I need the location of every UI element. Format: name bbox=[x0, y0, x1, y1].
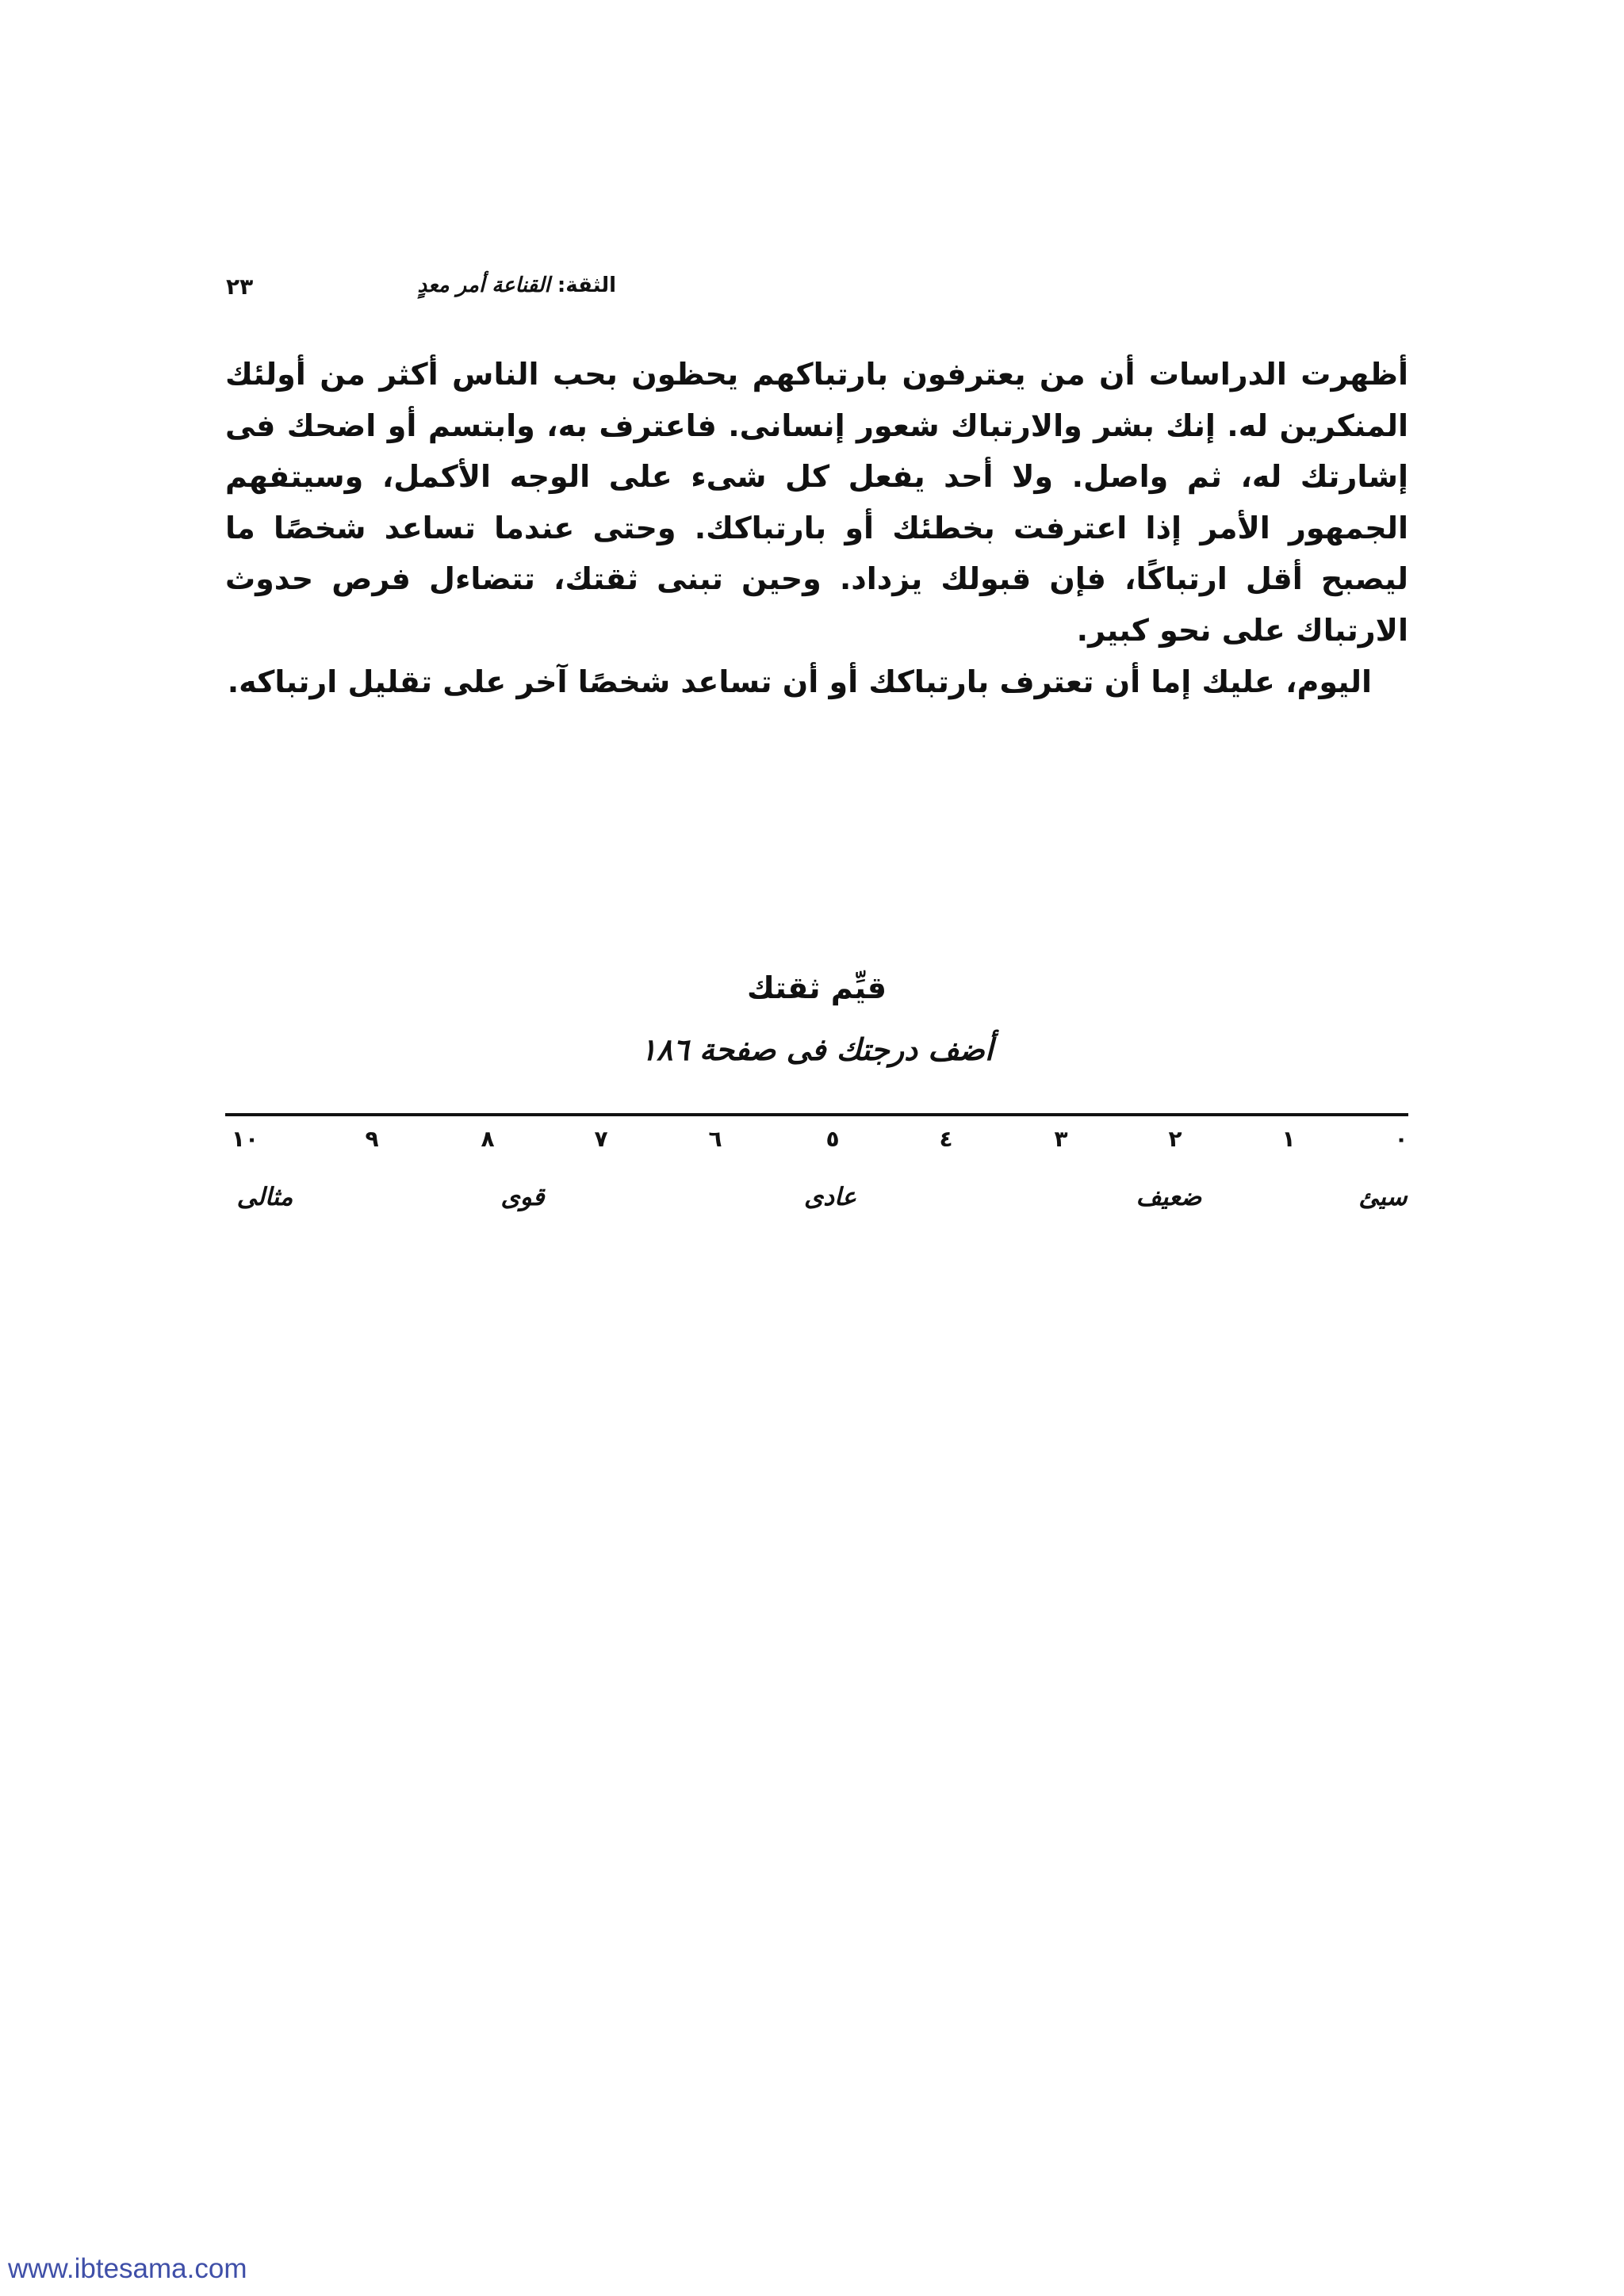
scale-number-5: ٥ bbox=[825, 1126, 840, 1152]
rating-instruction: أضف درجتك فى صفحة ١٨٦ bbox=[640, 1032, 994, 1067]
scale-label-strong: قوى bbox=[500, 1183, 545, 1211]
rating-scale-numbers bbox=[225, 1126, 1408, 1158]
rating-scale-labels bbox=[225, 1183, 1408, 1223]
running-header bbox=[226, 274, 616, 313]
scale-number-3: ٣ bbox=[1054, 1126, 1068, 1152]
scale-number-6: ٦ bbox=[708, 1126, 722, 1152]
scale-number-7: ٧ bbox=[594, 1126, 608, 1152]
scale-number-1: ١ bbox=[1281, 1126, 1296, 1152]
chapter-title: القناعة أمر معدٍ bbox=[417, 274, 550, 297]
scale-label-ideal: مثالى bbox=[236, 1183, 293, 1211]
body-text bbox=[225, 349, 1408, 707]
scale-label-average: عادى bbox=[803, 1183, 857, 1211]
paragraph: أظهرت الدراسات أن من يعترفون بارتباكهم يحظون بحب الناس أكثر من أولئك المنكرين له. إنك بشر والارتباك شعور إنسانى. فاعترف به، وابتسم أو اضحك فى إشارتك له، ثم واصل. ولا أحد يفعل كل شىء على الوجه الأكمل، وسيتفهم الجمهور الأمر إذا اعترفت بخطئك أو بارتباكك. وحتى عندما تساعد شخصًا ما ليصبح أقل ارتباكًا، فإن قبولك يزداد. وحين تبنى ثقتك، تتضاءل فرص حدوث الارتباك على نحو كبير. bbox=[225, 357, 1408, 648]
scale-label-bad: سيئ bbox=[1358, 1183, 1408, 1211]
scale-number-0: ٠ bbox=[1394, 1126, 1408, 1152]
scale-number-2: ٢ bbox=[1168, 1126, 1182, 1152]
running-title bbox=[418, 274, 616, 297]
paragraph: اليوم، عليك إما أن تعترف بارتباكك أو أن تساعد شخصًا آخر على تقليل ارتباكه. bbox=[227, 664, 1372, 699]
scale-label-weak: ضعيف bbox=[1136, 1183, 1202, 1211]
watermark: www.ibtesama.com bbox=[8, 2253, 247, 2284]
rating-title: قيِّم ثقتك bbox=[747, 970, 887, 1005]
scale-rule bbox=[225, 1113, 1408, 1116]
scale-number-10: ١٠ bbox=[231, 1126, 259, 1152]
scale-number-4: ٤ bbox=[939, 1126, 953, 1152]
scale-number-8: ٨ bbox=[481, 1126, 495, 1152]
series-title: الثقة: bbox=[557, 274, 616, 297]
page-number: ٢٣ bbox=[226, 274, 254, 300]
scale-number-9: ٩ bbox=[365, 1126, 379, 1152]
